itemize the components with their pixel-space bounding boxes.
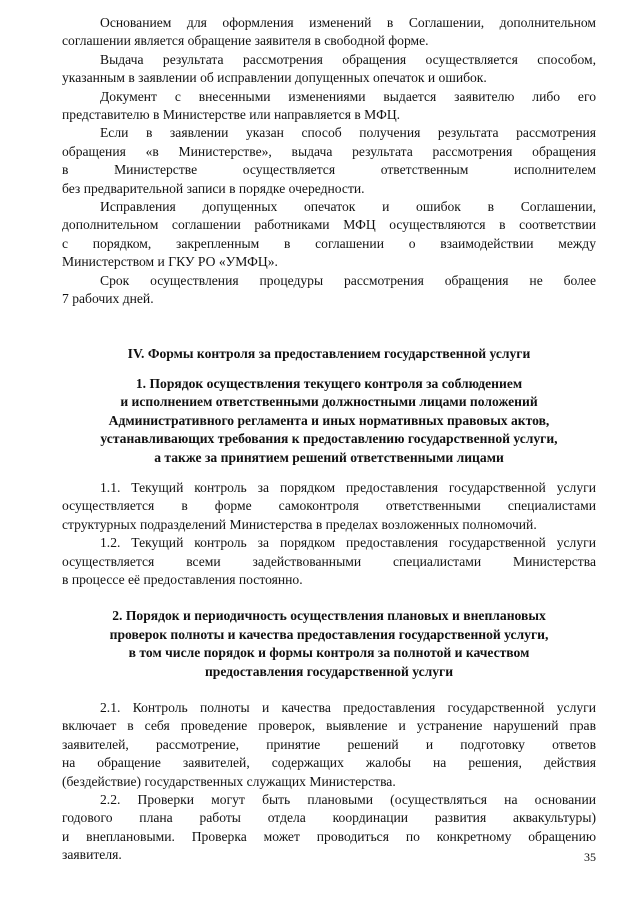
paragraph-line: Если в заявлении указан способ получения результата рассмотрения <box>100 125 596 141</box>
paragraph-line: заявителя. <box>62 847 122 863</box>
paragraph-line: 2.1. Контроль полноты и качества предоставления государственной услуги <box>100 700 596 715</box>
paragraph-line: включает в себя проведение проверок, выявление и устранение нарушений прав <box>62 718 596 734</box>
paragraph-line: дополнительном соглашении работниками МФЦ осуществляются в соответствии <box>62 217 596 233</box>
paragraph-line: заявителей, рассмотрение, принятие решений и подготовку ответов <box>62 736 596 752</box>
paragraph-line: осуществляется всеми задействованными специалистами Министерства <box>62 553 596 569</box>
paragraph-line: представителю в Министерстве или направляется в МФЦ. <box>62 107 401 123</box>
paragraph-line: указанным в заявлении об исправлении допущенных опечаток и ошибок. <box>62 70 487 86</box>
paragraph <box>62 699 596 791</box>
paragraph-line: (бездействие) государственных служащих Министерства. <box>62 773 396 789</box>
title-line: предоставления государственной услуги <box>204 663 454 679</box>
title-line: Административного регламента и иных нормативных правовых актов, <box>108 412 550 428</box>
paragraph-line: Министерством и ГКУ РО «УМФЦ». <box>62 254 278 270</box>
paragraph-line: и внеплановыми. Проверка может проводиться по конкретному обращению <box>62 828 596 844</box>
paragraph-line: Документ с внесенными изменениями выдается заявителю либо его <box>100 88 596 104</box>
paragraph-line: в Министерстве осуществляется ответственным исполнителем <box>62 162 596 178</box>
page-number: 35 <box>584 850 596 864</box>
paragraph <box>62 124 596 198</box>
paragraph-line: 2.2. Проверки могут быть плановыми (осуществляться на основании <box>100 792 596 808</box>
paragraph-line: осуществляется в форме самоконтроля ответственными специалистами <box>62 498 596 514</box>
paragraph-line: Срок осуществления процедуры рассмотрения обращения не более <box>100 272 596 288</box>
subsection-1-title <box>62 375 596 467</box>
paragraph-line: соглашении является обращение заявителя в свободной форме. <box>62 33 429 49</box>
document-page <box>62 14 596 865</box>
paragraph-line: с порядком, закрепленным в соглашении о взаимодействии между <box>62 235 596 251</box>
title-line: а также за принятием решений ответственными лицами <box>154 449 504 465</box>
paragraph <box>62 272 596 309</box>
title-line: 2. Порядок и периодичность осуществления плановых и внеплановых <box>112 608 546 624</box>
subsection-2-paragraphs <box>62 699 596 865</box>
paragraph-line: Исправления допущенных опечаток и ошибок в Соглашении, <box>100 199 596 215</box>
paragraph <box>62 534 596 589</box>
paragraph <box>62 14 596 51</box>
top-paragraphs <box>62 14 596 309</box>
title-line: 1. Порядок осуществления текущего контроля за соблюдением <box>135 375 523 391</box>
paragraph <box>62 479 596 534</box>
paragraph-line: годового плана работы отдела координации развития аквакультуры) <box>62 810 596 826</box>
title-line: и исполнением ответственными должностными лицами положений <box>120 394 538 410</box>
paragraph-line: 7 рабочих дней. <box>62 291 154 307</box>
subsection-1-paragraphs <box>62 479 596 589</box>
paragraph-line: обращения «в Министерстве», выдача результата рассмотрения обращения <box>62 143 596 159</box>
subsection-2-title <box>62 607 596 681</box>
paragraph <box>62 198 596 272</box>
title-line: в том числе порядок и формы контроля за полнотой и качеством <box>128 645 530 661</box>
paragraph-line: Основанием для оформления изменений в Соглашении, дополнительном <box>100 15 596 30</box>
paragraph-line: Выдача результата рассмотрения обращения осуществляется способом, <box>100 51 596 67</box>
paragraph-line: 1.1. Текущий контроль за порядком предоставления государственной услуги <box>100 479 596 495</box>
paragraph <box>62 88 596 125</box>
paragraph-line: 1.2. Текущий контроль за порядком предоставления государственной услуги <box>100 535 596 551</box>
title-line: устанавливающих требования к предоставлению государственной услуги, <box>100 431 558 447</box>
paragraph-line: на обращение заявителей, содержащих жалобы на решения, действия <box>62 755 596 771</box>
paragraph <box>62 791 596 865</box>
paragraph-line: без предварительной записи в порядке очередности. <box>62 180 365 196</box>
paragraph <box>62 51 596 88</box>
title-line: проверок полноты и качества предоставления государственной услуги, <box>109 626 549 642</box>
paragraph-line: в процессе её предоставления постоянно. <box>62 571 303 587</box>
section-title: IV. Формы контроля за предоставлением государственной услуги <box>127 345 531 361</box>
paragraph-line: структурных подразделений Министерства в пределах возложенных полномочий. <box>62 516 537 532</box>
